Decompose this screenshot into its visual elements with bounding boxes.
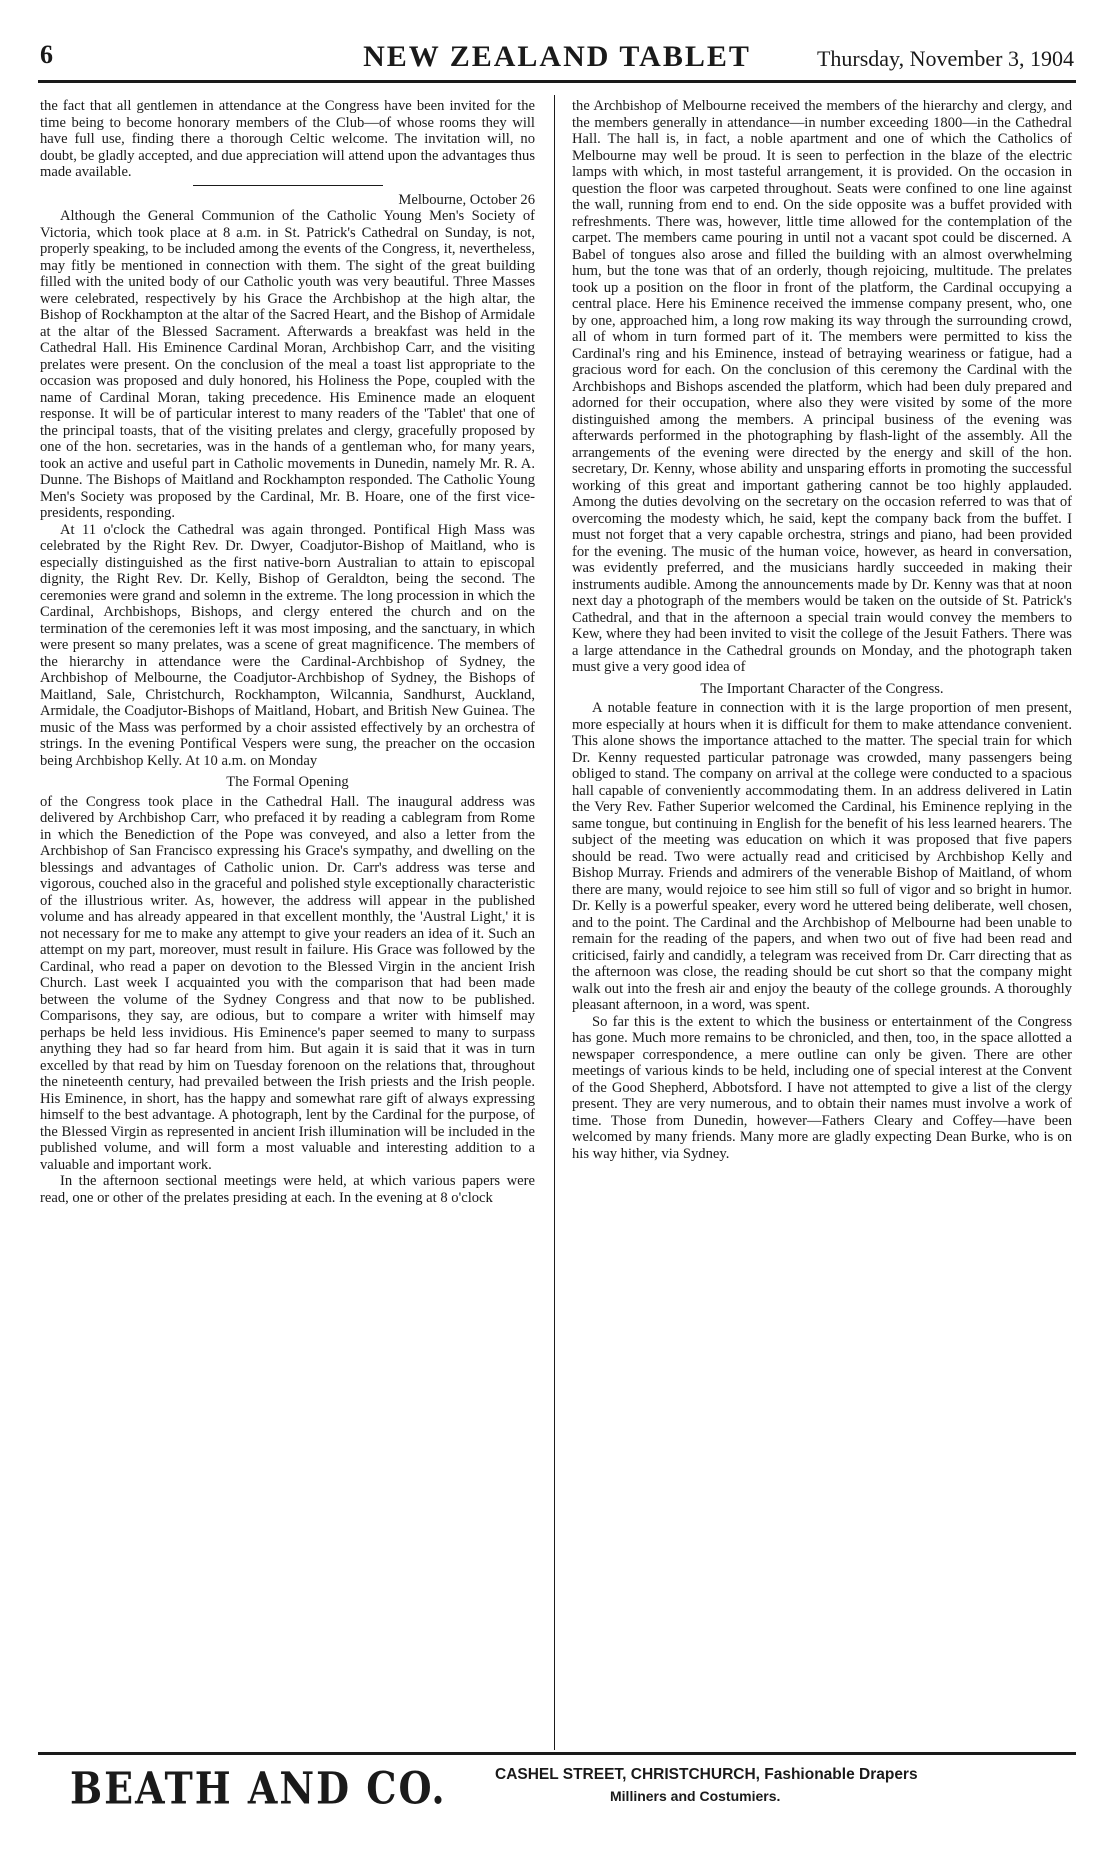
advertiser-address: CASHEL STREET, CHRISTCHURCH, Fashionable Drapers — [495, 1766, 918, 1783]
article-paragraph: At 11 o'clock the Cathedral was again thronged. Pontifical High Mass was celebrated by the Right Rev. Dr. Dwyer, Coadjutor-Bishop of Maitland, who is especially distinguished as the first native-born Australian to attain to episcopal dignity, the Right Rev. Dr. Kelly, Bishop of Geraldton, being the second. The ceremonies were grand and solemn in the extreme. The long procession in which the Cardinal, Archbishops, Bishops, and clergy entered the church and on the termination of the ceremonies left it was most imposing, and the sanctuary, in which were present so many prelates, was a scene of great magnificence. The members of the hierarchy in attendance were the Cardinal-Archbishop of Sydney, the Archbishop of Melbourne, the Coadjutor-Archbishop of Sydney, the Bishops of Maitland, Sale, Christchurch, Rockhampton, Wilcannia, Sandhurst, Auckland, Armidale, the Coadjutor-Bishops of Maitland, Hobart, and British New Guinea. The music of the Mass was performed by a choir assisted effectively by an orchestra of strings. In the evening Pontifical Vespers were sung, the preacher on the occasion being Archbishop Kelly. At 10 a.m. on Monday — [40, 521, 535, 769]
advertiser-name: BEATH AND CO. — [70, 1762, 447, 1814]
article-paragraph: of the Congress took place in the Cathedral Hall. The inaugural address was delivered by Archbishop Carr, who prefaced it by reading a cablegram from Rome in which the Benediction of the Pope was conveyed, and also a letter from the Archbishop of San Francisco expressing his Grace's sympathy, and dwelling on the blessings and advantages of Catholic union. Dr. Carr's address was terse and vigorous, couched also in the graceful and polished style exceptionally characteristic of the illustrious writer. As, however, the address will appear in the published volume and has already appeared in that excellent monthly, the 'Austral Light,' it is not necessary for me to make any attempt to give your readers an idea of it. Such an attempt on my part, moreover, must result in failure. His Grace was followed by the Cardinal, who read a paper on devotion to the Blessed Virgin in the ancient Irish Church. Last week I acquainted you with the comparison that had been made between the volume of the Sydney Congress and that now to be published. Comparisons, they say, are odious, but to compare a writer with himself may perhaps be held less invidious. His Eminence's paper seemed to many to surpass anything they had so far heard from him. But again it is said that it was in turn excelled by that read by him on Tuesday forenoon on the relations that, throughout the nineteenth century, had prevailed between the Irish priests and the Irish people. His Eminence, in short, has the happy and somewhat rare gift of always expressing himself to the best advantage. A photograph, lent by the Cardinal for the purpose, of the Blessed Virgin as represented in ancient Irish illumination will be included in the published volume, and will form a most valuable and interesting addition to a valuable and important work. — [40, 793, 535, 1173]
article-paragraph: the fact that all gentlemen in attendance at the Congress have been invited for the time being to become honorary members of the Club—of whose rooms they will have full use, finding there a thorough Celtic welcome. The invitation will, no doubt, be gladly accepted, and due appreciation will attend upon the advantages thus made available. — [40, 98, 535, 180]
section-divider — [193, 185, 383, 186]
masthead — [30, 40, 1084, 80]
issue-date: Thursday, November 3, 1904 — [816, 46, 1074, 71]
footer-rule — [38, 1752, 1076, 1755]
page-number: 6 — [40, 40, 53, 69]
advertiser-tagline: Milliners and Costumiers. — [610, 1788, 781, 1804]
advertisement — [40, 1762, 1074, 1822]
left-column — [40, 98, 535, 1733]
article-paragraph: the Archbishop of Melbourne received the members of the hierarchy and clergy, and the members generally in attendance—in number exceeding 1800—in the Cathedral Hall. The hall is, in fact, a noble apartment and one of which the Catholics of Melbourne may well be proud. It is seen to perfection in the blaze of the electric lamps with which, in most tasteful arrangement, it is provided. On the occasion in question the floor was carpeted throughout. Seats were confined to one line against the wall, running from end to end. On the side opposite was a buffet provided with refreshments. There was, however, little time allowed for the contemplation of the carpet. The members came pouring in until not a vacant spot could be discerned. A Babel of tongues also arose and filled the building with an almost overwhelming hum, but the tone was that of an orderly, though rejoicing, multitude. The prelates took up a position on the floor in front of the platform, the Cardinal occupying a central place. Here his Eminence received the immense company present, who, one by one, approached him, a long row making its way through the surrounding crowd, all of whom in turn formed part of it. The members were permitted to kiss the Cardinal's ring and his Eminence, instead of betraying weariness or fatigue, had a gracious word for each. On the conclusion of this ceremony the Cardinal with the Archbishops and Bishops ascended the platform, which had been duly prepared and adorned for their occupation, where also they were visited by some of the more distinguished among the members. A principal business of the evening was afterwards performed in the photographing by flash-light of the assembly. All the arrangements of the evening were directed by the energy and skill of the hon. secretary, Dr. Kenny, whose ability and unsparing efforts in promoting the successful working of this great and important gathering cannot be too highly applauded. Among the duties devolving on the secretary on the occasion referred to was that of overcoming the modesty which, he said, kept the company back from the buffet. I must not forget that a very capable orchestra, strings and piano, had been provided for the evening. The music of the human voice, however, as heard in conversation, was evidently preferred, and the musicians hardly succeeded in making their instruments audible. Among the announcements made by Dr. Kenny was that at noon next day a photograph of the members would be taken on the outside of St. Patrick's Cathedral, and that in the afternoon a special train would convey the members to Kew, where they had been invited to visit the college of the Jesuit Fathers. There was a large attendance in the Cathedral grounds on Monday, and the photograph taken must give a very good idea of — [572, 98, 1072, 675]
masthead-rule — [38, 80, 1076, 83]
dateline: Melbourne, October 26 — [398, 191, 535, 208]
article-paragraph: In the afternoon sectional meetings were held, at which various papers were read, one or other of the prelates presiding at each. In the evening at 8 o'clock — [40, 1173, 535, 1206]
article-paragraph: A notable feature in connection with it is the large proportion of men present, more especially at hours when it is difficult for them to make attendance convenient. This alone shows the importance attached to the matter. The special train for which Dr. Kenny requested particular patronage was crowded, many passengers being obliged to stand. The company on arrival at the college were conducted to a spacious hall capable of conveniently accommodating them. In an address delivered in Latin the Very Rev. Father Superior welcomed the Cardinal, his Eminence replying in the same tongue, but continuing in English for the benefit of his less learned hearers. The subject of the meeting was education on which it was proposed that five papers should be read. Two were actually read and criticised by Archbishop Kelly and Bishop Murray. Friends and admirers of the venerable Bishop of Maitland, of whom there are many, would rejoice to see him still so full of vigor and so bright in humor. Dr. Kelly is a powerful speaker, every word he uttered being deliberate, well chosen, and to the point. The Cardinal and the Archbishop of Melbourne had been unable to remain for the reading of the papers, and when two out of five had been read and criticised, fairly and candidly, a telegram was received from Dr. Carr directing that as the afternoon was close, the reading should be cut short so that the company might walk out into the fresh air and enjoy the beauty of the college grounds. A thoroughly pleasant afternoon, in a word, was spent. — [572, 700, 1072, 1013]
column-divider — [554, 95, 555, 1750]
article-paragraph: So far this is the extent to which the business or entertainment of the Congress has gone. Much more remains to be chronicled, and then, too, in the space allotted a newspaper correspondence, a mere outline can only be given. There are other meetings of various kinds to be held, including one of special interest at the Convent of the Good Shepherd, Abbotsford. I have not attempted to give a list of the clergy present. They are very numerous, and to obtain their names must involve a work of time. Those from Dunedin, however—Fathers Cleary and Coffey—have been welcomed by many friends. Many more are gladly expecting Dean Burke, who is on his way hither, via Sydney. — [572, 1013, 1072, 1162]
article-paragraph: Although the General Communion of the Catholic Young Men's Society of Victoria, which took place at 8 a.m. in St. Patrick's Cathedral on Sunday, is not, properly speaking, to be included among the events of the Congress, it, nevertheless, may fitly be mentioned in connection with them. The sight of the great building filled with the united body of our Catholic youth was very beautiful. Three Masses were celebrated, respectively by his Grace the Archbishop at the high altar, the Bishop of Rockhampton at the altar of the Sacred Heart, and the Bishop of Armidale at the altar of the Blessed Sacrament. Afterwards a breakfast was held in the Cathedral Hall. His Eminence Cardinal Moran, Archbishop Carr, and the visiting prelates were present. On the conclusion of the meal a toast list appropriate to the occasion was proposed and duly honored, his Holiness the Pope, coupled with the name of Cardinal Moran, taking precedence. His Eminence made an eloquent response. It will be of particular interest to many readers of the 'Tablet' that one of the principal toasts, that of the visiting prelates and clergy, gracefully proposed by one of the hon. secretaries, was in the hands of a gentleman who, for many years, took an active and useful part in Catholic movements in Dunedin, namely Mr. R. A. Dunne. The Bishops of Maitland and Rockhampton responded. The Catholic Young Men's Society was proposed by the Cardinal, Mr. B. Hoare, one of the first vice-presidents, responding. — [40, 208, 535, 521]
subheading: The Formal Opening — [226, 774, 349, 790]
publication-title: NEW ZEALAND TABLET — [363, 40, 751, 73]
subheading: The Important Character of the Congress. — [700, 680, 944, 697]
right-column — [572, 98, 1072, 1688]
